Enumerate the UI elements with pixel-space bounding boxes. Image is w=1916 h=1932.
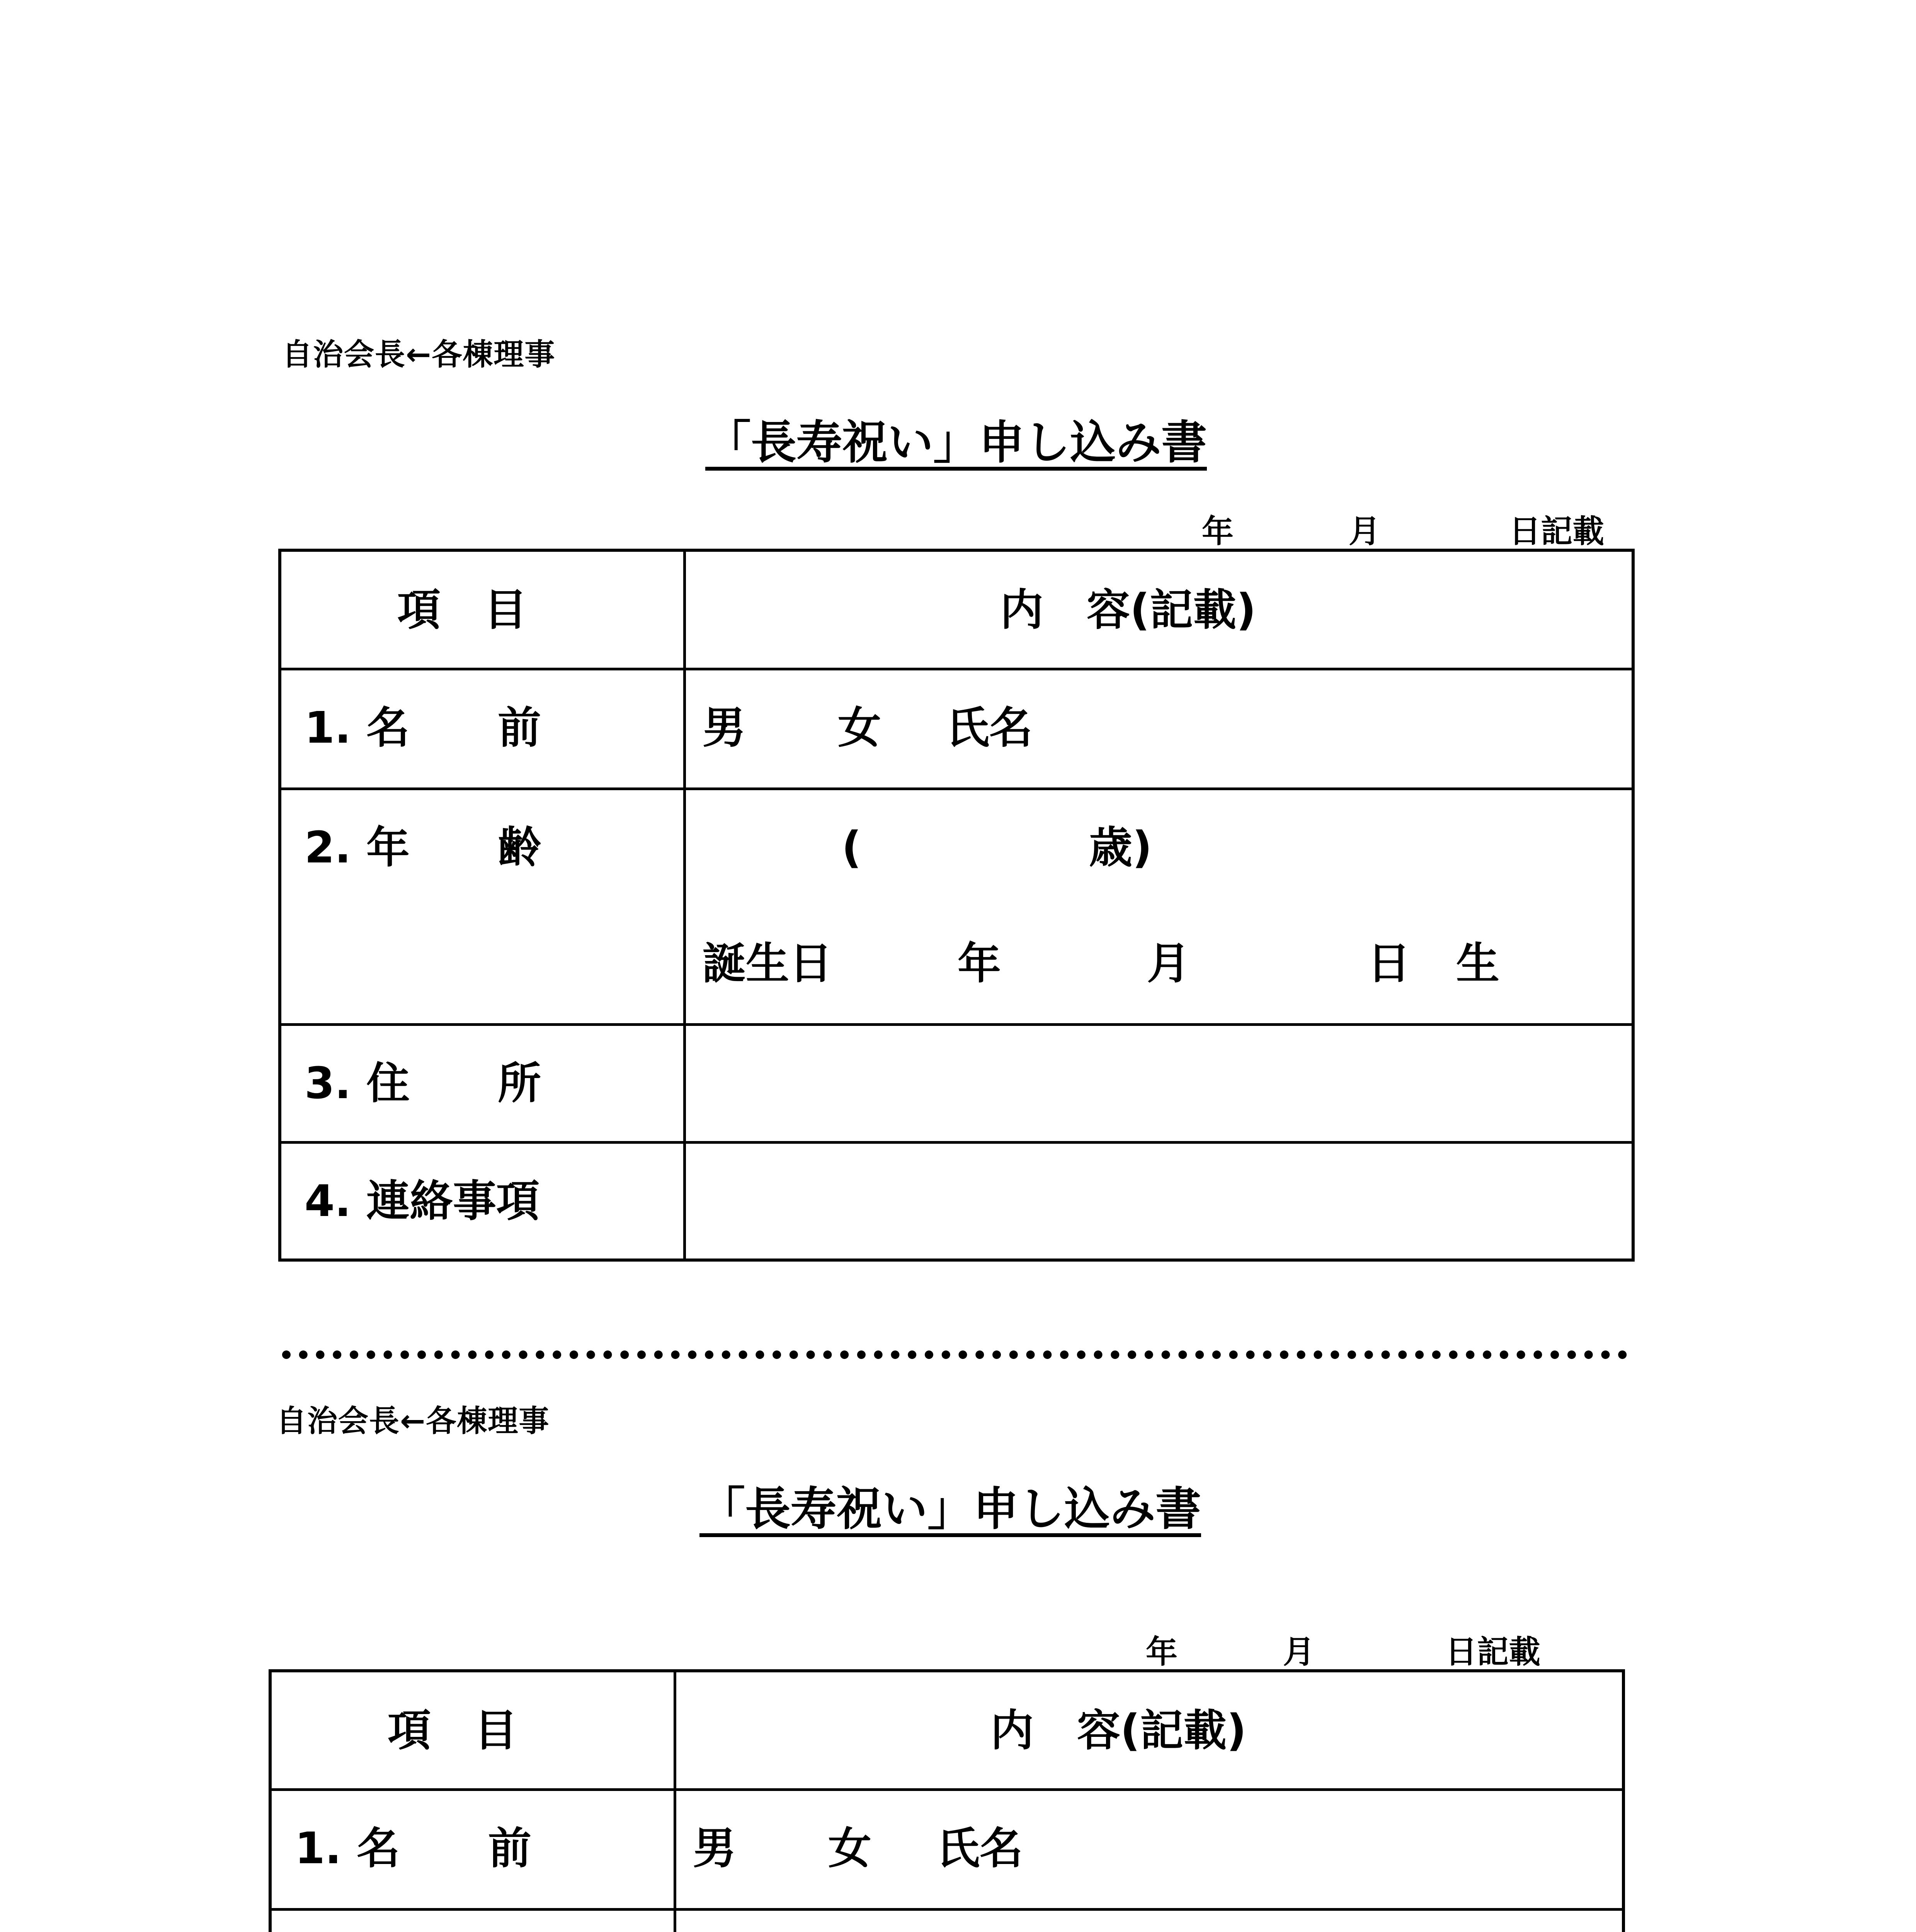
- gender-male: 男: [703, 703, 746, 753]
- row1-label-a: 名: [357, 1823, 400, 1874]
- date-month: 月: [1283, 1634, 1315, 1670]
- header-content: 内 容(記載): [1000, 585, 1256, 635]
- row3-num: 3.: [305, 1058, 351, 1109]
- header-item: 項 目: [397, 585, 527, 635]
- row1-label-b: 前: [488, 1823, 531, 1874]
- gender-female: 女: [838, 703, 881, 753]
- row3-label-b: 所: [498, 1058, 541, 1109]
- row1-num: 1.: [295, 1823, 342, 1874]
- birth-day: 日: [1367, 939, 1411, 989]
- name-label: 氏名: [936, 1823, 1023, 1874]
- name-label: 氏名: [946, 703, 1033, 753]
- form-title: 「長寿祝い」申し込み書: [699, 1482, 1201, 1536]
- date-year: 年: [1202, 513, 1234, 550]
- birth-month: 月: [1147, 939, 1190, 989]
- form-table: [269, 1669, 1625, 1932]
- row4-label: 連絡事項: [366, 1176, 539, 1226]
- row1-num: 1.: [305, 703, 351, 753]
- gender-male: 男: [693, 1823, 736, 1874]
- form-title: 「長寿祝い」申し込み書: [705, 416, 1207, 469]
- header-content: 内 容(記載): [990, 1706, 1247, 1756]
- routing-note: 自治会長←各棟理事: [282, 337, 556, 372]
- date-line: [0, 1627, 1916, 1670]
- age-open: (: [842, 823, 862, 873]
- header-item: 項 目: [388, 1706, 517, 1756]
- date-line: [0, 506, 1916, 550]
- date-day: 日記載: [1445, 1634, 1541, 1670]
- age-close: 歳): [1089, 823, 1152, 873]
- birthday-label: 誕生日: [703, 939, 832, 989]
- row1-label-a: 名: [366, 703, 410, 753]
- date-day: 日記載: [1509, 513, 1605, 550]
- date-year: 年: [1146, 1634, 1178, 1670]
- gender-female: 女: [828, 1823, 871, 1874]
- routing-note: 自治会長←各棟理事: [276, 1404, 550, 1439]
- row2-num: 2.: [305, 823, 351, 873]
- form-table: [278, 549, 1635, 1262]
- cut-line: [282, 1350, 1627, 1359]
- row2-label-b: 齢: [498, 823, 541, 873]
- row4-num: 4.: [305, 1176, 351, 1226]
- date-month: 月: [1349, 513, 1381, 550]
- row3-label-a: 住: [366, 1058, 410, 1109]
- birth-sei: 生: [1456, 939, 1499, 989]
- row1-label-b: 前: [498, 703, 541, 753]
- row2-label-a: 年: [366, 823, 410, 873]
- birth-year: 年: [958, 939, 1001, 989]
